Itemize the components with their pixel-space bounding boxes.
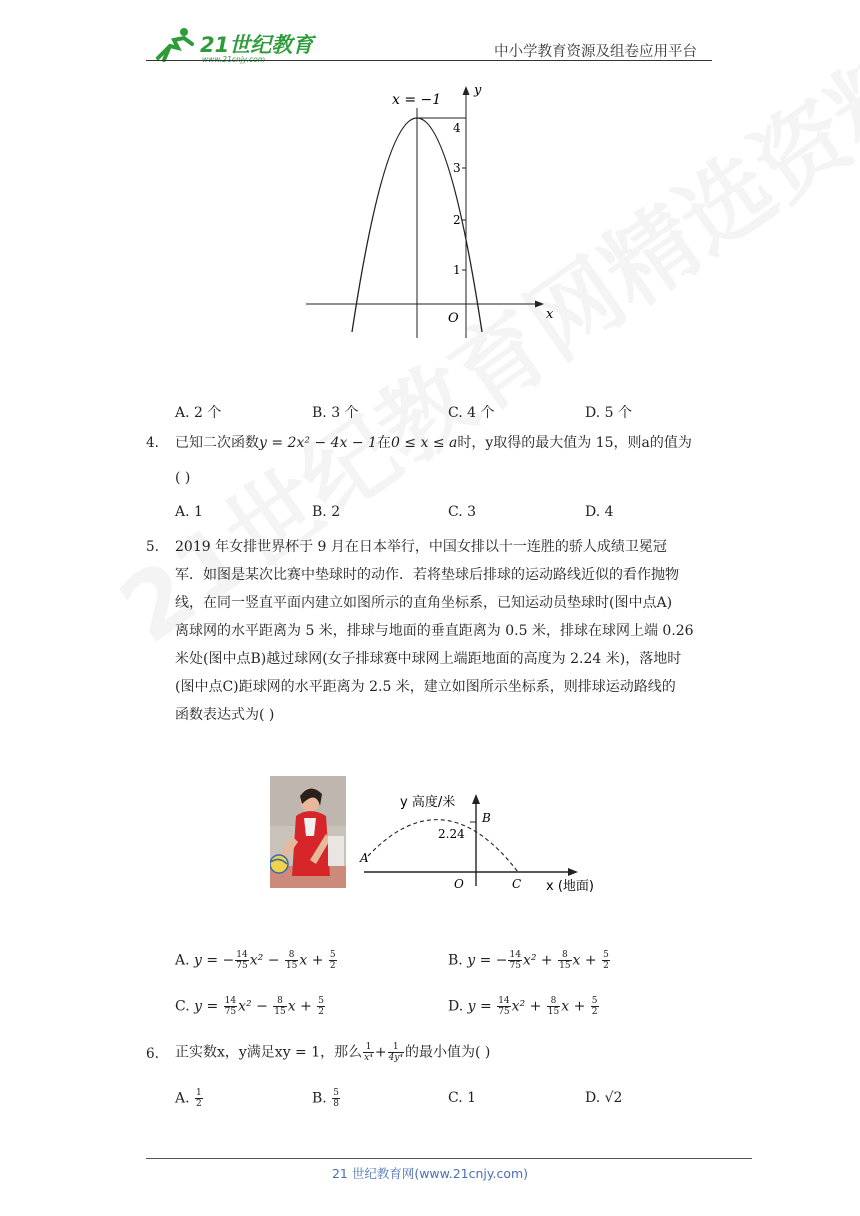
q5-option-a[interactable]: A. y = − $\frac{14}{75}$ x² − $\frac{8}{15}$ x + $\frac{5}{2}$ bbox=[175, 950, 336, 971]
volleyball-player-photo bbox=[270, 776, 346, 888]
q5-line-1: 2019 年女排世界杯于 9 月在日本举行，中国女排以十一连胜的骄人成绩卫冕冠 bbox=[175, 539, 667, 555]
platform-title: 中小学教育资源及组卷应用平台 bbox=[494, 44, 697, 60]
q5-number: 5. bbox=[146, 539, 159, 555]
q6-option-c[interactable]: C. 1 bbox=[448, 1090, 477, 1106]
origin-label: O bbox=[448, 311, 459, 326]
q5-line-5: 米处(图中点B)越过球网(女子排球赛中球网上端距地面的高度为 2.24 米)，落地时 bbox=[175, 651, 682, 667]
x-axis-label: x bbox=[546, 307, 554, 322]
trajectory-y-label: y 高度/米 bbox=[400, 795, 456, 810]
tick-label-3: 3 bbox=[453, 161, 461, 175]
q5-line-7: 函数表达式为( ) bbox=[175, 707, 275, 723]
footer-divider bbox=[146, 1158, 752, 1159]
y-axis-arrow bbox=[472, 794, 480, 804]
q3-option-d[interactable]: D. 5 个 bbox=[585, 405, 632, 421]
q4-number: 4. bbox=[146, 435, 159, 451]
trajectory-x-label: x (地面) bbox=[546, 879, 594, 894]
y-axis-arrow bbox=[463, 86, 470, 95]
logo-text: 21世纪教育 bbox=[200, 33, 314, 57]
q4-stem: 已知二次函数y = 2x² − 4x − 1在0 ≤ x ≤ a时，y取得的最大值为 15，则a的值为 bbox=[175, 435, 692, 451]
x-axis-arrow bbox=[535, 301, 544, 308]
parabola-graph bbox=[300, 82, 560, 338]
symmetry-label: x = −1 bbox=[392, 92, 442, 108]
point-b-label: B bbox=[482, 811, 491, 825]
trajectory-graph bbox=[356, 786, 606, 896]
point-a-label: A bbox=[360, 851, 369, 865]
q5-line-2: 军．如图是某次比赛中垫球时的动作．若将垫球后排球的运动路线近似的看作抛物 bbox=[175, 567, 679, 583]
q5-option-b[interactable]: B. y = − $\frac{14}{75}$ x² + $\frac{8}{15}$ x + $\frac{5}{2}$ bbox=[448, 950, 609, 971]
q4-option-b[interactable]: B. 2 bbox=[312, 504, 341, 520]
tick-label-4: 4 bbox=[453, 121, 461, 135]
origin-label: O bbox=[454, 877, 464, 891]
q5-line-4: 离球网的水平距离为 5 米，排球与地面的垂直距离为 0.5 米，排球在球网上端 0.26 bbox=[175, 623, 694, 639]
q6-option-a[interactable]: A. $\frac{1}{2}$ bbox=[175, 1088, 202, 1109]
q5-line-3: 线，在同一竖直平面内建立如图所示的直角坐标系，已知运动员垫球时(图中点A) bbox=[175, 595, 673, 611]
q3-option-a[interactable]: A. 2 个 bbox=[175, 405, 222, 421]
q6-option-d[interactable]: D. √2 bbox=[585, 1090, 623, 1106]
q6-stem: 正实数x，y满足xy = 1，那么 $\frac{1}{\text{x⁴}}$ + $\frac{1}{\text{4y⁴}}$ 的最小值为( ) bbox=[175, 1042, 491, 1063]
point-c-label: C bbox=[512, 877, 522, 891]
q4-range: 0 ≤ x ≤ a bbox=[390, 435, 458, 451]
q5-option-c[interactable]: C. y = $\frac{14}{75}$ x² − $\frac{8}{15}$ x + $\frac{5}{2}$ bbox=[175, 996, 324, 1017]
net-height-tick: 2.24 bbox=[438, 827, 465, 841]
q4-function: y = 2x² − 4x − 1 bbox=[259, 435, 377, 451]
q5-option-d[interactable]: D. y = $\frac{14}{75}$ x² + $\frac{8}{15}$ x + $\frac{5}{2}$ bbox=[448, 996, 598, 1017]
q4-paren: ( ) bbox=[175, 470, 191, 486]
y-axis-label: y bbox=[474, 83, 482, 98]
tick-label-1: 1 bbox=[453, 263, 461, 277]
q4-option-a[interactable]: A. 1 bbox=[175, 504, 203, 520]
q6-fraction-1: $\frac{1}{\text{x⁴}}$ bbox=[364, 1042, 373, 1063]
q3-option-c[interactable]: C. 4 个 bbox=[448, 405, 495, 421]
q3-option-b[interactable]: B. 3 个 bbox=[312, 405, 359, 421]
q6-fraction-2: $\frac{1}{\text{4y⁴}}$ bbox=[388, 1042, 403, 1063]
q4-option-d[interactable]: D. 4 bbox=[585, 504, 614, 520]
q5-line-6: (图中点C)距球网的水平距离为 2.5 米，建立如图所示坐标系，则排球运动路线的 bbox=[175, 679, 676, 695]
header-divider bbox=[146, 60, 712, 61]
q6-number: 6. bbox=[146, 1046, 159, 1062]
q4-option-c[interactable]: C. 3 bbox=[448, 504, 477, 520]
footer-link[interactable]: 21 世纪教育网(www.21cnjy.com) bbox=[331, 1166, 529, 1181]
tick-label-2: 2 bbox=[453, 213, 461, 227]
q6-option-b[interactable]: B. $\frac{5}{8}$ bbox=[312, 1088, 339, 1109]
x-axis-arrow bbox=[568, 868, 578, 876]
logo-url: www.21cnjy.com bbox=[202, 55, 266, 64]
